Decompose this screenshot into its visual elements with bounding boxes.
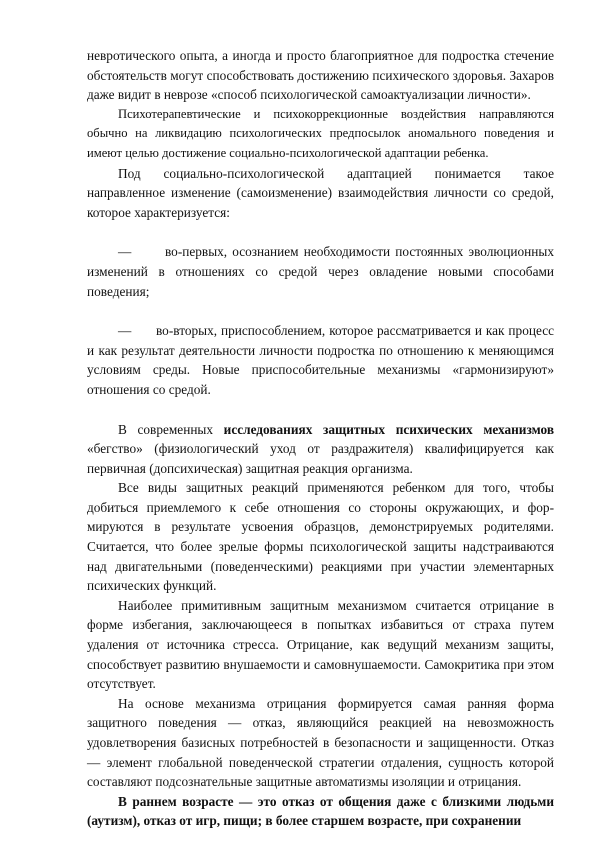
paragraph-defense-mechanisms bbox=[87, 420, 554, 479]
spacer bbox=[87, 301, 554, 321]
paragraph-refusal: На основе механизма отрицания формируется самая ранняя форма защитного поведения — отказ, являющийся реакцией на невозможность удовлетворения базисных потребностей в безопасности и защищенности. Отказ — элемент глобальной поведенческой стратегии отдаления, сущность которой составляют подсознательные защитные автоматизмы изоляции и отрицания. bbox=[87, 695, 554, 790]
list-item-text: во-первых, осознанием необходимости постоянных эволюционных изменений в отношениях со средой через овладение новыми способами поведения; bbox=[87, 244, 554, 299]
paragraph-defense-types: Все виды защитных реакций применяются ребенком для того, чтобы добиться приемлемого к себе отношения со стороны окружающих, и фор-мируются в результате усвоения образцов, демонстрируемых родителями. Считается, что более зрелые формы психологической защиты надстраиваются над двигательными (поведенческими) реакциями при участии элементарных психических функций. bbox=[87, 480, 554, 594]
paragraph-continuation: невротического опыта, а иногда и просто благоприятное для подростка стечение обстоятельств могут способствовать достижению психического здоровья. Захаров даже видит в неврозе «способ психологической самоактуализации личности». bbox=[87, 48, 554, 103]
spacer bbox=[87, 222, 554, 242]
bold-term: исследованиях защитных психических механизмов bbox=[223, 421, 554, 437]
list-dash: — bbox=[118, 323, 132, 339]
list-item-text: во-вторых, приспособлением, которое рассматривается и как процесс и как результат деятельности личности подростка по отношению к меняющимся условиям среды. Новые приспособительные механизмы «гармонизируют» отношения со средой. bbox=[87, 323, 554, 397]
list-item-second bbox=[87, 321, 554, 399]
list-item-first bbox=[87, 242, 554, 301]
spacer bbox=[87, 400, 554, 420]
bold-text: В раннем возрасте — это отказ от общения даже с близкими людьми (аутизм), отказ от игр, пищи; в более старшем возрасте, при сохранении bbox=[87, 793, 554, 829]
text-column bbox=[87, 46, 554, 831]
list-dash: — bbox=[118, 244, 132, 260]
paragraph-adaptation-definition: Под социально-психологической адаптацией понимается такое направленное изменение (самоизменение) взаимодействия личности со средой, которое характеризуется: bbox=[87, 165, 554, 220]
paragraph-denial: Наиболее примитивным защитным механизмом считается отрицание в форме избегания, заключающееся в попытках избавиться от страха путем удаления от источника стресса. Отрицание, как ведущий механизм защиты, способствует развитию внушаемости и самовнушаемости. Самокритика при этом отсутствует. bbox=[87, 597, 554, 692]
text-run: В современных bbox=[118, 421, 224, 437]
paragraph-early-age bbox=[87, 792, 554, 831]
paragraph-psychotherapy: Психотерапевтические и психокоррекционные воздействия направляются обычно на ликвидацию психологических предпосылок аномального поведения и имеют целью достижение социально-психологической адаптации ребенка. bbox=[87, 106, 554, 160]
text-run: «бегство» (физиологический уход от раздражителя) квалифицируется как первичная (допсихическая) защитная реакция организма. bbox=[87, 441, 554, 476]
